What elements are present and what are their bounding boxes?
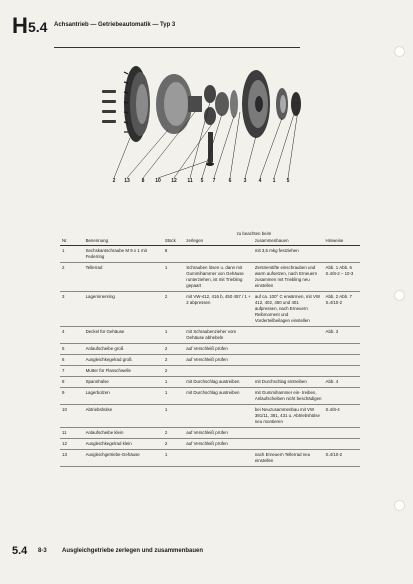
cell-hinweise: Abb. 2 Abb. 7 S.4/10-2 — [324, 292, 360, 327]
col-zusammenbauen: zusammenbauen — [253, 237, 324, 246]
callout: 6 — [228, 178, 232, 184]
cell-benennung: Anlaufscheibe klein — [84, 428, 163, 439]
cell-zusammenbauen — [253, 439, 324, 450]
cell-nr: 1 — [60, 246, 84, 263]
header-section: 5.4 — [28, 19, 48, 35]
punch-hole — [394, 46, 405, 57]
ring-gear-illustration — [124, 66, 150, 142]
punch-hole — [394, 290, 405, 301]
table-row — [60, 405, 360, 428]
col-stueck: Stück — [163, 230, 184, 246]
cell-hinweise — [324, 246, 360, 263]
cell-nr: 11 — [60, 428, 84, 439]
cell-nr: 5 — [60, 344, 84, 355]
cell-zerlegen: auf Verschleiß prüfen — [184, 344, 253, 355]
table-row — [60, 388, 360, 405]
callout: 7 — [212, 178, 216, 184]
cell-stueck: 2 — [163, 366, 184, 377]
cell-benennung: Ausgleichkegelrad klein — [84, 439, 163, 450]
cell-benennung: Abtriebshülse — [84, 405, 163, 428]
cell-hinweise — [324, 355, 360, 366]
cell-zusammenbauen: mit 3,5 mkg festziehen — [253, 246, 324, 263]
cell-zerlegen — [184, 366, 253, 377]
cell-stueck: 1 — [163, 377, 184, 388]
cell-benennung: Deckel für Gehäuse — [84, 327, 163, 344]
cell-hinweise — [324, 388, 360, 405]
cell-stueck: 1 — [163, 263, 184, 292]
cell-zusammenbauen: bei Neuzusammenbau mit VW 381/11, 381, 431 u. Abtriebshülse neu montieren — [253, 405, 324, 428]
table-row — [60, 439, 360, 450]
table-row — [60, 450, 360, 467]
cell-zusammenbauen: Zentrierstifte einschrauben und warm aufsetzen, nach Erneuern zusammen mit Triebling neu einstellen — [253, 263, 324, 292]
callout: 3 — [243, 178, 247, 184]
callout: 4 — [258, 178, 262, 184]
differential-exploded-view — [90, 52, 330, 182]
cell-stueck: 2 — [163, 344, 184, 355]
cell-benennung: Anlaufscheibe groß — [84, 344, 163, 355]
cell-zerlegen: auf Verschleiß prüfen — [184, 355, 253, 366]
cell-hinweise: S.4/10-2 — [324, 450, 360, 467]
cell-stueck: 1 — [163, 450, 184, 467]
callout: 5 — [286, 178, 290, 184]
cell-hinweise: Abb. 3 — [324, 327, 360, 344]
cell-benennung: Ausgleichkegelrad groß — [84, 355, 163, 366]
bolts-illustration — [102, 90, 116, 123]
cell-hinweise — [324, 428, 360, 439]
header-rule — [54, 47, 300, 48]
cell-zerlegen — [184, 450, 253, 467]
cell-nr: 6 — [60, 355, 84, 366]
cell-benennung: Lagerinnenring — [84, 292, 163, 327]
cell-stueck: 1 — [163, 327, 184, 344]
col-span-note: zu beachten beim — [236, 231, 272, 236]
footer-section: 5.4 — [12, 545, 28, 557]
cell-stueck: 2 — [163, 292, 184, 327]
figure-callouts — [110, 178, 310, 188]
cell-nr: 2 — [60, 263, 84, 292]
footer-page: 8-3 — [38, 548, 47, 554]
parts-table — [60, 230, 360, 467]
table-row — [60, 246, 360, 263]
cell-zusammenbauen: mit Gummihammer ein- treiben, Anlaufscheiben nicht beschädigen — [253, 388, 324, 405]
cell-zusammenbauen: mit Durchschlag eintreiben — [253, 377, 324, 388]
cell-nr: 7 — [60, 366, 84, 377]
table-row — [60, 428, 360, 439]
cell-zerlegen: mit Durchschlag austreiben — [184, 377, 253, 388]
header-title: Achsantrieb — Getriebeautomatik — Typ 3 — [54, 22, 176, 28]
cell-zerlegen: auf Verschleiß prüfen — [184, 439, 253, 450]
cell-zerlegen: mit Durchschlag austreiben — [184, 388, 253, 405]
cell-nr: 8 — [60, 377, 84, 388]
table-row — [60, 355, 360, 366]
cell-nr: 10 — [60, 405, 84, 428]
cell-hinweise: Abb. 4 — [324, 377, 360, 388]
cell-benennung: Spannhülse — [84, 377, 163, 388]
callout: 13 — [124, 178, 130, 184]
cell-benennung: Lagerbolzen — [84, 388, 163, 405]
header-letter: H — [12, 13, 28, 38]
cell-zusammenbauen — [253, 355, 324, 366]
callout: 2 — [112, 178, 116, 184]
cell-stueck: 2 — [163, 439, 184, 450]
cell-benennung: Sechskantschraube M 9 x 1 mit Federring — [84, 246, 163, 263]
cell-nr: 13 — [60, 450, 84, 467]
cell-zerlegen: Schrauben lösen u. dann mit Gummihammer von Gehäuse runterziehen, ist mit Triebling gepaart — [184, 263, 253, 292]
cell-stueck: 1 — [163, 388, 184, 405]
callout: 5 — [200, 178, 204, 184]
cell-hinweise — [324, 366, 360, 377]
cell-zusammenbauen — [253, 366, 324, 377]
col-benennung: Benennung — [84, 230, 163, 246]
page-header — [12, 14, 312, 38]
col-nr: Nr. — [60, 230, 84, 246]
table-row — [60, 292, 360, 327]
cover-illustration — [242, 70, 270, 138]
col-zerlegen: zerlegen — [184, 237, 253, 246]
cell-zerlegen: auf Verschleiß prüfen — [184, 428, 253, 439]
cell-nr: 4 — [60, 327, 84, 344]
cell-nr: 12 — [60, 439, 84, 450]
table-row — [60, 263, 360, 292]
cell-benennung: Mutter für Flanschwelle — [84, 366, 163, 377]
cell-zusammenbauen: auf ca. 100° C erwärmen, mit VW 412, 402, 450 und 401 aufpressen, nach Erneuern Reibmoment und Vorderteilbeilagen einstellen — [253, 292, 324, 327]
cell-zerlegen — [184, 405, 253, 428]
cell-nr: 9 — [60, 388, 84, 405]
cell-benennung: Tellerrad — [84, 263, 163, 292]
punch-hole — [394, 500, 405, 511]
cell-zusammenbauen — [253, 327, 324, 344]
cell-zusammenbauen — [253, 428, 324, 439]
cell-zerlegen — [184, 246, 253, 263]
cell-stueck: 2 — [163, 428, 184, 439]
cell-nr: 3 — [60, 292, 84, 327]
table-row — [60, 327, 360, 344]
col-hinweise: Hinweise — [324, 230, 360, 246]
cell-stueck: 2 — [163, 355, 184, 366]
cell-stueck: 8 — [163, 246, 184, 263]
callout: 12 — [171, 178, 177, 184]
housing-illustration — [156, 74, 202, 134]
cell-zusammenbauen: nach Erneuern Tellerrad neu einstellen — [253, 450, 324, 467]
page-footer — [12, 543, 312, 559]
table-row — [60, 377, 360, 388]
callout: 8 — [141, 178, 145, 184]
cell-zerlegen: mit Schraubenzieher vom Gehäuse abhebeln — [184, 327, 253, 344]
cell-benennung: Ausgleichgetriebe-Gehäuse — [84, 450, 163, 467]
cell-hinweise: S.4/8-4 — [324, 405, 360, 428]
table-row — [60, 344, 360, 355]
cell-hinweise — [324, 439, 360, 450]
cell-hinweise — [324, 344, 360, 355]
cell-hinweise: Abb. 1 Abb. 6 S.4/8-2 – 10-3 — [324, 263, 360, 292]
cell-zusammenbauen — [253, 344, 324, 355]
cell-stueck: 1 — [163, 405, 184, 428]
footer-title: Ausgleichgetriebe zerlegen und zusammenbauen — [62, 548, 204, 554]
cell-zerlegen: mit VW-412, 416 b, 450 457 / 1 + 2 abpressen — [184, 292, 253, 327]
table-row — [60, 366, 360, 377]
callout: 11 — [187, 178, 193, 184]
callout: 10 — [155, 178, 161, 184]
callout: 1 — [272, 178, 276, 184]
